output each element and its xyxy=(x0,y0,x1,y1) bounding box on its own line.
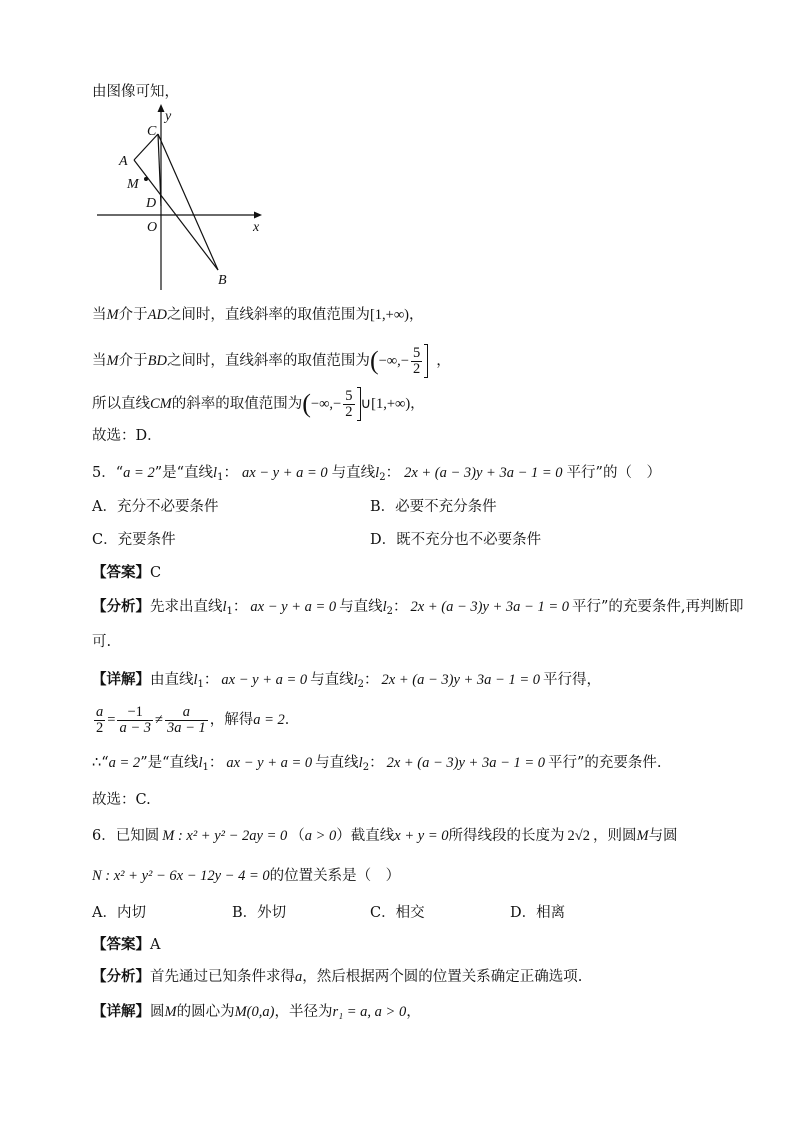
y-axis-arrow xyxy=(158,104,165,112)
point-m xyxy=(144,177,148,181)
paragraph-4: 故选：D． xyxy=(92,428,162,444)
question-6-line-2: N : x² + y² − 6x − 12y − 4 = 0的位置关系是（ ） xyxy=(92,868,401,884)
label-x: x xyxy=(253,220,260,235)
q6-option-b: B．外切 xyxy=(232,905,287,921)
q5-option-a: A．充分不必要条件 xyxy=(92,499,219,515)
q5-end: 故选：C. xyxy=(92,792,151,808)
paragraph-1: 当M介于AD之间时，直线斜率的取值范围为[1,+∞)， xyxy=(92,307,424,323)
q5-option-b: B．必要不充分条件 xyxy=(370,499,497,515)
q5-answer: 【答案】C xyxy=(92,564,162,581)
q6-analysis: 【分析】首先通过已知条件求得a，然后根据两个圆的位置关系确定正确选项. xyxy=(92,968,583,985)
coordinate-figure xyxy=(92,104,272,294)
q5-analysis-line-2: 可. xyxy=(92,634,112,650)
q6-option-c: C．相交 xyxy=(370,905,425,921)
q6-option-d: D．相离 xyxy=(510,905,566,921)
q5-option-d: D．既不充分也不必要条件 xyxy=(370,532,542,548)
q5-option-c: C．充要条件 xyxy=(92,532,176,548)
label-a: A xyxy=(119,154,128,169)
label-c: C xyxy=(147,124,157,139)
paragraph-2: 当M介于BD之间时，直线斜率的取值范围为(−∞,− $\frac{5}{2}$ ， xyxy=(92,344,451,377)
q6-option-a: A．内切 xyxy=(92,905,146,921)
question-6-line-1: 6．已知圆 M : x² + y² − 2ay = 0 （a > 0）截直线x + y = 0所得线段的长度为 2√2 ，则圆M与圆 xyxy=(92,828,678,844)
intro-text: 由图像可知， xyxy=(92,84,179,100)
q6-answer: 【答案】A xyxy=(92,936,161,953)
q5-detail-line-2: $\frac{a}{2}$ = $\frac{-1}{a - 3}$ ≠ $\frac{a}{3a - 1}$ ，解得a = 2． xyxy=(96,703,300,736)
q6-detail: 【详解】圆M的圆心为M(0,a)，半径为r₁ = a, a > 0， xyxy=(92,1003,421,1020)
q5-detail-line-3: ∴“a = 2”是“直线$l_1$： ax − y + a = 0 与直线$l_2$： 2x + (a − 3)y + 3a − 1 = 0 平行”的充要条件. xyxy=(92,755,662,773)
q5-analysis-line-1: 【分析】先求出直线$l_1$： ax − y + a = 0 与直线$l_2$： 2x + (a − 3)y + 3a − 1 = 0 平行”的充要条件,再判断即 xyxy=(92,598,744,617)
label-y: y xyxy=(165,109,172,124)
question-5: 5．“a = 2”是“直线$l_1$： ax − y + a = 0 与直线$l_2$： 2x + (a − 3)y + 3a − 1 = 0 平行”的（ ） xyxy=(92,465,661,483)
label-m: M xyxy=(127,177,139,192)
label-o: O xyxy=(147,220,158,235)
label-b: B xyxy=(218,273,227,288)
segment-cb xyxy=(158,134,218,270)
x-axis-arrow xyxy=(254,212,262,219)
q5-detail-line-1: 【详解】由直线$l_1$： ax − y + a = 0 与直线$l_2$： 2x + (a − 3)y + 3a − 1 = 0 平行得， xyxy=(92,671,601,690)
paragraph-3: 所以直线CM的斜率的取值范围为(−∞,− $\frac{5}{2}$ ∪[1,+∞)， xyxy=(92,387,425,420)
label-d: D xyxy=(146,196,157,211)
